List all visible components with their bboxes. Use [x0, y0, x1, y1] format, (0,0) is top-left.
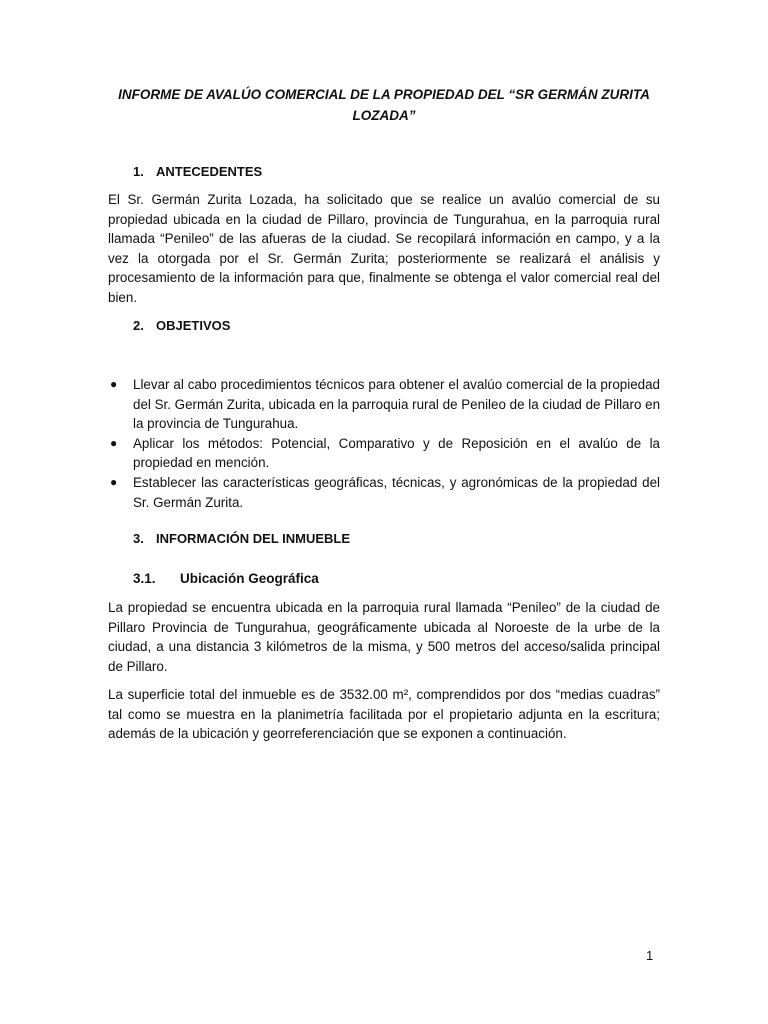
bullet-icon: ●: [110, 474, 118, 489]
section-title: OBJETIVOS: [156, 318, 231, 333]
ubicacion-paragraph-2: La superficie total del inmueble es de 3532.00 m², comprendidos por dos “medias cuadras” tal como se muestra en la planimetría facilitada por el propietario adjunta en la escritura; además de la ubicación y georreferenciación que se exponen a continuación.: [108, 687, 660, 742]
section-number: 1.: [133, 164, 144, 179]
bullet-icon: ●: [110, 377, 118, 391]
section-number: 3.: [133, 531, 144, 546]
document-title: INFORME DE AVALÚO COMERCIAL DE LA PROPIEDAD DEL “SR GERMÁN ZURITA LOZADA”: [118, 87, 650, 123]
ubicacion-paragraph-1: La propiedad se encuentra ubicada en la parroquia rural llamada “Penileo” de la ciudad de Pillaro Provincia de Tungurahua, geográficamente ubicada al Noroeste de la urbe de la ciudad, a una distancia 3 kilómetros de la misma, y 500 metros del acceso/salida principal de Pillaro.: [108, 600, 660, 674]
antecedentes-paragraph: El Sr. Germán Zurita Lozada, ha solicitado que se realice un avalúo comercial de su propiedad ubicada en la ciudad de Pillaro, provincia de Tungurahua, en la parroquia rural llamada “Penileo” de las afueras de la ciudad. Se recopilará información en campo, y a la vez la otorgada por el Sr. Germán Zurita; posteriormente se realizará el análisis y procesamiento de la información para que, finalmente se obtenga el valor comercial real del bien.: [108, 192, 660, 305]
subsection-heading-ubicacion: [133, 570, 319, 588]
section-number: 2.: [133, 318, 144, 333]
section-heading-informacion: [133, 530, 350, 548]
list-item: ● Establecer las características geográficas, técnicas, y agronómicas de la propiedad del Sr. Germán Zurita.: [110, 474, 660, 510]
objetivos-list: [108, 375, 660, 512]
section-title: ANTECEDENTES: [156, 164, 263, 179]
page-number: 1: [646, 948, 654, 963]
subsection-number: 3.1.: [133, 571, 156, 586]
section-title: INFORMACIÓN DEL INMUEBLE: [156, 531, 351, 546]
list-item: ● Aplicar los métodos: Potencial, Comparativo y de Reposición en el avalúo de la propiedad en mención.: [110, 435, 660, 471]
subsection-title: Ubicación Geográfica: [180, 571, 319, 586]
bullet-icon: ●: [110, 435, 118, 450]
list-item: ● Llevar al cabo procedimientos técnicos para obtener el avalúo comercial de la propiedad del Sr. Germán Zurita, ubicada en la parroquia rural de Penileo de la ciudad de Pillaro en la provincia de Tungurahua.: [110, 377, 661, 432]
section-heading-antecedentes: [133, 163, 262, 181]
section-heading-objetivos: [133, 317, 230, 335]
